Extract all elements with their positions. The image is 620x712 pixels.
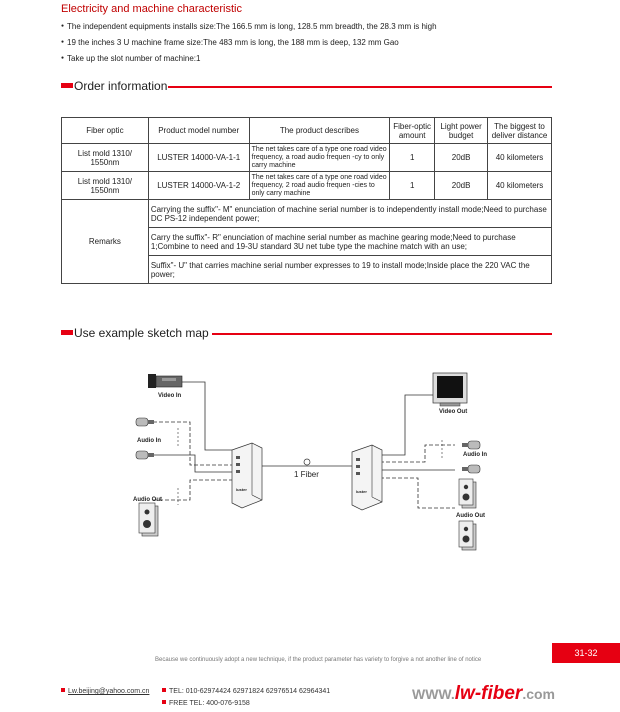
footer-tel-line — [162, 688, 330, 695]
cell-fiber: List mold 1310/ 1550nm — [62, 144, 149, 172]
connection-lines — [153, 382, 455, 508]
cell-model: LUSTER 14000-VA-1-2 — [148, 172, 249, 200]
cell-budget: 20dB — [435, 144, 488, 172]
speaker-icon — [139, 503, 158, 536]
bullet-square-icon — [162, 700, 166, 704]
audio-markers — [178, 428, 442, 505]
cell-amount: 1 — [390, 172, 435, 200]
bullet-square-icon — [162, 688, 166, 692]
microphone-icon — [462, 465, 480, 473]
audio-out-left-label: Audio Out — [133, 497, 162, 503]
spec-bullet-size: ● The independent equipments installs size:The 166.5 mm is long, 128.5 mm breadth, the 28.3 mm is high — [61, 22, 437, 31]
remarks-label: Remarks — [62, 200, 149, 284]
cell-model: LUSTER 14000-VA-1-1 — [148, 144, 249, 172]
monitor-icon — [433, 373, 467, 406]
bullet-square-icon — [61, 688, 65, 692]
audio-in-right-label: Audio In — [463, 452, 487, 458]
col-header-distance: The biggest to deliver distance — [488, 118, 552, 144]
col-header-description: The product describes — [249, 118, 390, 144]
microphone-icon — [136, 451, 154, 459]
cell-distance: 40 kilometers — [488, 172, 552, 200]
microphone-icon — [136, 418, 154, 426]
page-number-tab: 31-32 — [552, 643, 620, 663]
video-out-label: Video Out — [439, 409, 468, 415]
footer-free-tel-line — [162, 700, 250, 707]
website-suffix: .com — [522, 686, 556, 702]
website-brand: lw-fiber — [454, 683, 523, 704]
footer-email[interactable]: Lw.beijing@yahoo.com.cn — [68, 688, 150, 695]
speaker-icon — [459, 479, 476, 508]
device-brand-right: luster — [356, 489, 367, 494]
device-brand-left: luster — [236, 487, 247, 492]
fiber-connector-icon — [304, 459, 310, 465]
remark-suffix-r: Carry the suffix"- R" enunciation of machine serial number as machine gearing mode;Need to purchase 1;Combine to need and 19-3U standard 3U net tube type the machine match with an use; — [148, 228, 551, 256]
speaker-icon — [459, 521, 476, 550]
cell-description: The net takes care of a type one road video frequency, 2 road audio frequen -cies to only carry machine — [249, 172, 390, 200]
audio-in-left-label: Audio In — [137, 438, 161, 444]
camera-icon — [148, 374, 182, 388]
footer-free-tel: FREE TEL: 400-076-9158 — [169, 700, 250, 707]
footer-tel: TEL: 010-62974424 62971824 62976514 62964341 — [169, 688, 331, 695]
optical-transmitter-icon — [232, 443, 262, 508]
cell-distance: 40 kilometers — [488, 144, 552, 172]
cell-fiber: List mold 1310/ 1550nm — [62, 172, 149, 200]
col-header-amount: Fiber-optic amount — [390, 118, 435, 144]
footer-email-line — [61, 688, 149, 695]
spec-bullet-slot: ● Take up the slot number of machine:1 — [61, 54, 200, 63]
website-prefix: WWW. — [412, 686, 455, 702]
audio-out-right-label: Audio Out — [456, 513, 485, 519]
microphone-icon — [462, 441, 480, 449]
remark-suffix-m: Carrying the suffix"- M" enunciation of machine serial number is to independently install mode;Need to purchase DC PS-12 independent power; — [148, 200, 551, 228]
website-logo[interactable] — [412, 683, 555, 705]
video-in-label: Video In — [158, 393, 182, 399]
spec-bullet-frame: ● 19 the inches 3 U machine frame size:The 483 mm is long, the 188 mm is deep, 132 mm Gao — [61, 38, 399, 47]
cell-budget: 20dB — [435, 172, 488, 200]
col-header-budget: Light power budget — [435, 118, 488, 144]
electricity-title: Electricity and machine characteristic — [61, 3, 242, 15]
fiber-label: 1 Fiber — [294, 470, 319, 479]
col-header-fiber: Fiber optic — [62, 118, 149, 144]
example-title: Use example sketch map — [74, 326, 209, 340]
footer-notice: Because we continuously adopt a new technique, if the product parameter has variety to forgive a not another line of notice — [155, 657, 482, 663]
optical-receiver-icon — [352, 445, 382, 510]
cell-description: The net takes care of a type one road video frequency, a road audio frequen -cy to only carry machine — [249, 144, 390, 172]
col-header-model: Product model number — [148, 118, 249, 144]
remark-suffix-u: Suffix"- U" that carries machine serial number expresses to 19 to install mode;Inside place the 220 VAC the power; — [148, 256, 551, 284]
order-title: Order information — [74, 79, 168, 93]
cell-amount: 1 — [390, 144, 435, 172]
